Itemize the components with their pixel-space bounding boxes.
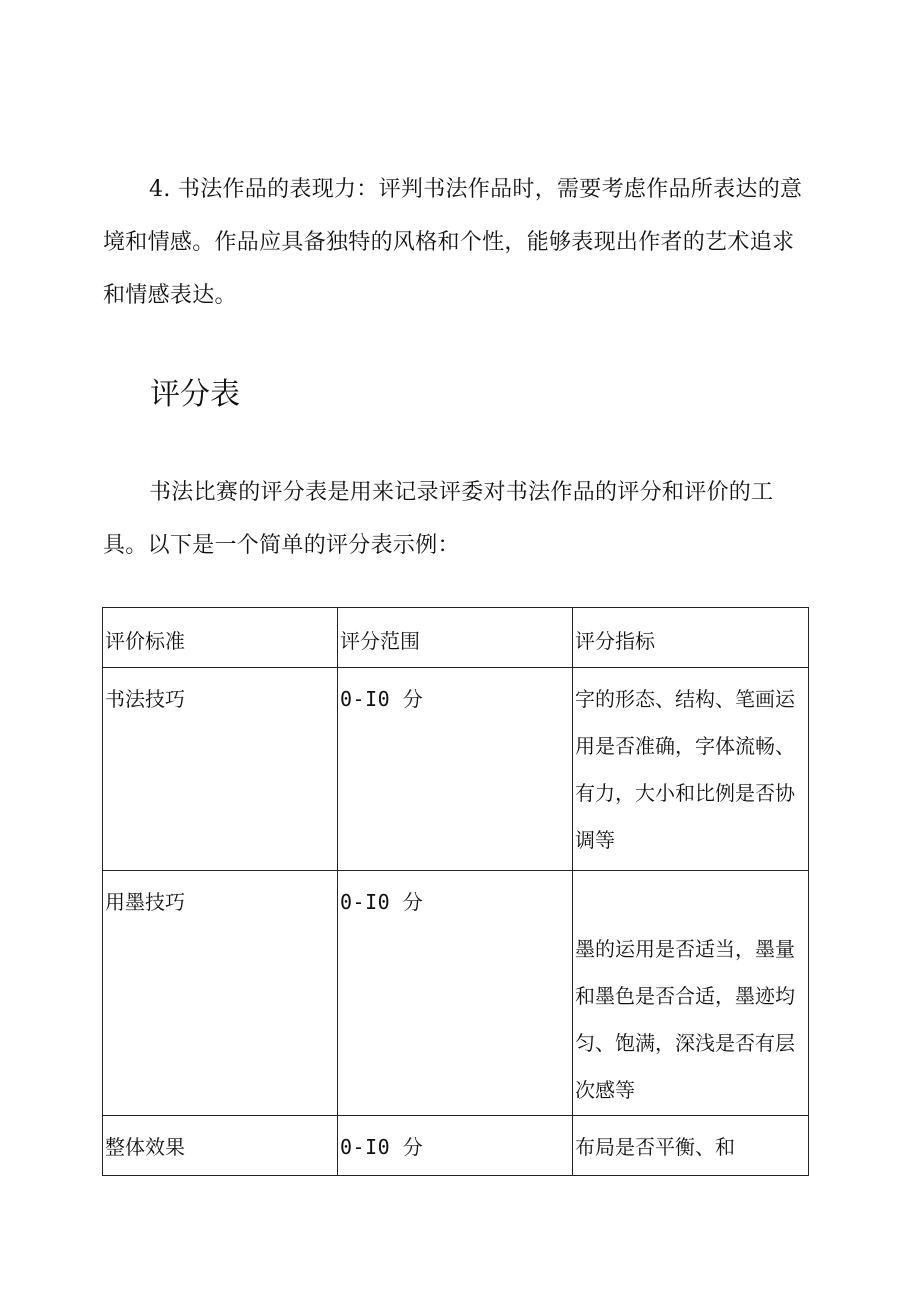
- section-4-paragraph: [103, 163, 815, 322]
- scoring-heading: 评分表: [150, 377, 240, 412]
- header-range: 评分范围: [338, 608, 573, 668]
- row-criterion: 用墨技巧: [103, 871, 338, 1116]
- row-indicator-cell: [573, 871, 809, 1116]
- row-criterion: 书法技巧: [103, 668, 338, 871]
- table-row: [103, 1116, 809, 1176]
- row-indicator: 布局是否平衡、和: [573, 1116, 809, 1176]
- row-range: 0-I0 分: [338, 1116, 573, 1176]
- section-4-number: 4: [149, 177, 164, 202]
- header-criterion: 评价标准: [103, 608, 338, 668]
- table-row: [103, 871, 809, 1116]
- row-criterion: 整体效果: [103, 1116, 338, 1176]
- table-row: [103, 668, 809, 871]
- header-indicator: 评分指标: [573, 608, 809, 668]
- section-4-text: . 书法作品的表现力：评判书法作品时，需要考虑作品所表达的意境和情感。作品应具备独特的风格和个性，能够表现出作者的艺术追求和情感表达。: [103, 177, 803, 308]
- row-range: 0-I0 分: [338, 871, 573, 1116]
- scoring-table: [102, 607, 809, 1176]
- table-header-row: [103, 608, 809, 668]
- scoring-intro-paragraph: [103, 466, 815, 572]
- row-range: 0-I0 分: [338, 668, 573, 871]
- row-indicator: 字的形态、结构、笔画运用是否准确，字体流畅、有力，大小和比例是否协调等: [573, 668, 809, 871]
- scoring-intro-text: 书法比赛的评分表是用来记录评委对书法作品的评分和评价的工具。以下是一个简单的评分表示例：: [103, 480, 774, 558]
- row-indicator: 墨的运用是否适当，墨量和墨色是否合适，墨迹均匀、饱满，深浅是否有层次感等: [575, 937, 795, 1102]
